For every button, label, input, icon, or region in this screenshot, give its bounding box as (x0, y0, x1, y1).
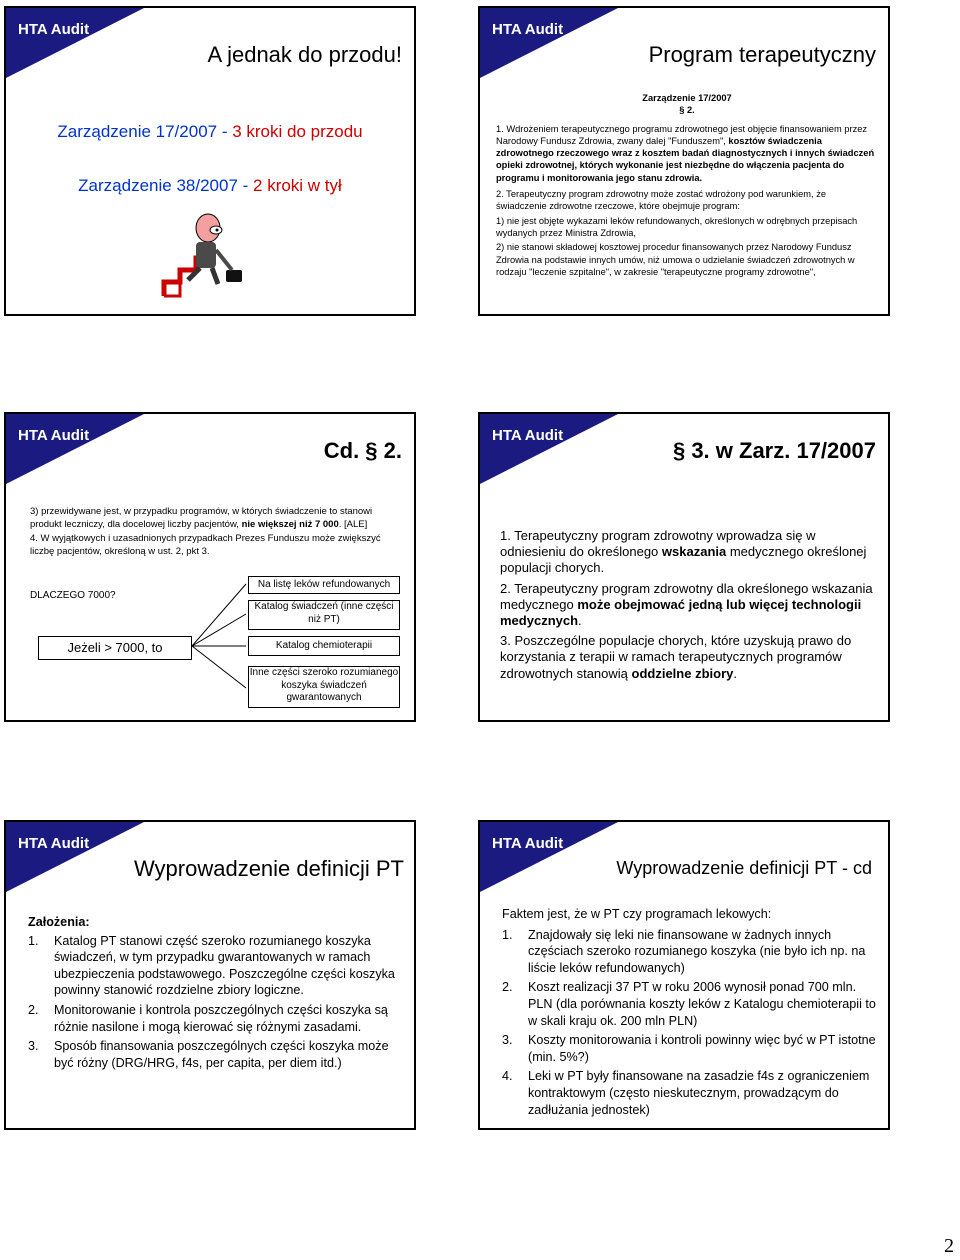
assumptions-heading: Założenia: (28, 915, 90, 929)
slide-4 (478, 412, 890, 722)
brand-label: HTA Audit (492, 835, 564, 852)
brand-label: HTA Audit (18, 427, 90, 444)
slide-line-1: Zarządzenie 17/2007 - 3 kroki do przodu (57, 122, 363, 141)
list-item: 2. Monitorowanie i kontrola poszczególnych części koszyka są różnie nasilone i mogą kierować się różnymi zasadami. (28, 1002, 388, 1034)
brand-label: HTA Audit (492, 427, 564, 444)
target-box-1: Na listę leków refundowanych (248, 576, 400, 594)
list-item: 2. Koszt realizacji 37 PT w roku 2006 wynosił ponad 700 mln. PLN (dla porównania koszty leków z Katalogu chemioterapii to w skali kraju ok. 200 mln PLN) (502, 980, 876, 1028)
brand-label: HTA Audit (18, 835, 90, 852)
slide-3 (4, 412, 416, 722)
header-triangle (480, 822, 620, 894)
paragraph-1: 3) przewidywane jest, w przypadku programów, w których świadczenie to stanowi produkt leczniczy, dla docelowej liczby pacjentów, nie większej niż 7 000. [ALE] (30, 506, 373, 530)
slide-title: A jednak do przodu! (207, 42, 402, 67)
slide-title: Wyprowadzenie definicji PT - cd (616, 858, 872, 878)
header-triangle (480, 414, 620, 486)
slide-body (496, 92, 878, 278)
list-item: 4. Leki w PT były finansowane na zasadzie f4s z ograniczeniem kontraktowym (często nieskutecznym, prowadzącym do zadłużania jednostek) (502, 1069, 870, 1117)
facts-heading: Faktem jest, że w PT czy programach lekowych: (502, 907, 772, 921)
slide-title: Wyprowadzenie definicji PT (133, 856, 404, 881)
slide-body (502, 906, 876, 1121)
target-box-3: Katalog chemioterapii (248, 636, 400, 656)
list-item: 1. Terapeutyczny program zdrowotny wprowadza się w odniesieniu do określonego wskazania medycznego określonej populacji chorych. (500, 528, 867, 576)
slide-line-2: Zarządzenie 38/2007 - 2 kroki w tył (78, 176, 342, 195)
slide-2 (478, 6, 890, 316)
slide-1 (4, 6, 416, 316)
brand-label: HTA Audit (492, 21, 564, 38)
header-triangle (480, 8, 620, 80)
list-item: 2. Terapeutyczny program zdrowotny dla określonego wskazania medycznego może obejmować jedną lub więcej technologii medycznych. (500, 580, 873, 629)
header-triangle (6, 8, 146, 80)
list-item: 3. Koszty monitorowania i kontroli powinny więc być w PT istotne (min. 5%?) (502, 1033, 876, 1064)
businessman-on-stairs-clipart (156, 208, 256, 300)
page-number: 2 (944, 1235, 954, 1257)
target-box-2: Katalog świadczeń (inne części niż PT) (248, 600, 400, 630)
list-item: 1. Znajdowały się leki nie finansowane w żadnych innych częściach szeroko rozumianego koszyka (nie było ich np. na liście leków refundowanych) (502, 927, 866, 975)
list-item: 1. Katalog PT stanowi część szeroko rozumianego koszyka świadczeń, w tym przypadku gwarantowanych w ramach ubezpieczenia podstawowego. Poszczególne części koszyka powinny stanowić rozdzielne zbiory logiczne. (28, 933, 395, 998)
slide-title: Program terapeutyczny (648, 42, 876, 67)
list-item: 3. Poszczególne populacje chorych, które uzyskują prawo do korzystania z terapii w ramach terapeutycznych programów zdrowotnych stanowią oddzielne zbiory. (500, 633, 852, 681)
slide-title: § 3. w Zarz. 17/2007 (672, 438, 876, 463)
section-heading: § 2. (679, 105, 695, 116)
paragraph-2: 2. Terapeutyczny program zdrowotny może zostać wdrożony pod warunkiem, że świadczenie zdrowotne rzeczowe, które obejmuje program: (496, 189, 827, 212)
paragraph-3: 1) nie jest objęte wykazami leków refundowanych, określonych w odrębnych przepisach wydanych przez Ministra Zdrowia, (496, 215, 858, 238)
slide-6 (478, 820, 890, 1130)
slide-title: Cd. § 2. (323, 438, 402, 463)
paragraph-4: 2) nie stanowi składowej kosztowej procedur finansowanych przez Narodowy Fundusz Zdrowia na podstawie innych umów, niż umowa o udzielanie świadczeń zdrowotnych w rodzaju "leczenie szpitalne", w zakresie "terapeutyczne programy zdrowotne", (496, 242, 855, 277)
slide-5 (4, 820, 416, 1130)
slide-body (28, 914, 402, 1074)
why-7000-label: DLACZEGO 7000? (30, 590, 116, 601)
slide-body (500, 528, 874, 686)
paragraph-2: 4. W wyjątkowych i uzasadnionych przypadkach Prezes Funduszu może zwiększyć liczbę pacjentów, określoną w ust. 2, pkt 3. (30, 533, 381, 557)
paragraph-1: 1. Wdrożeniem terapeutycznego programu zdrowotnego jest objęcie finansowaniem przez Narodowy Fundusz Zdrowia, zwany dalej "Funduszem", kosztów świadczenia zdrowotnego rzeczowego wraz z kosztem badań diagnostycznych i innych świadczeń opieki zdrowotnej, których wykonanie jest niezbędne do włączenia pacjenta do programu i monitorowania jego stanu zdrowia. (496, 123, 875, 183)
header-triangle (6, 822, 146, 894)
brand-label: HTA Audit (18, 21, 90, 38)
if-over-7000-box: Jeżeli > 7000, to (38, 636, 192, 660)
regulation-heading: Zarządzenie 17/2007 (642, 93, 732, 103)
list-item: 3. Sposób finansowania poszczególnych części koszyka może być różny (DRG/HRG, f4s, per capita, per diem itd.) (28, 1039, 389, 1070)
target-box-4: Inne części szeroko rozumianego koszyka świadczeń gwarantowanych (248, 666, 400, 708)
